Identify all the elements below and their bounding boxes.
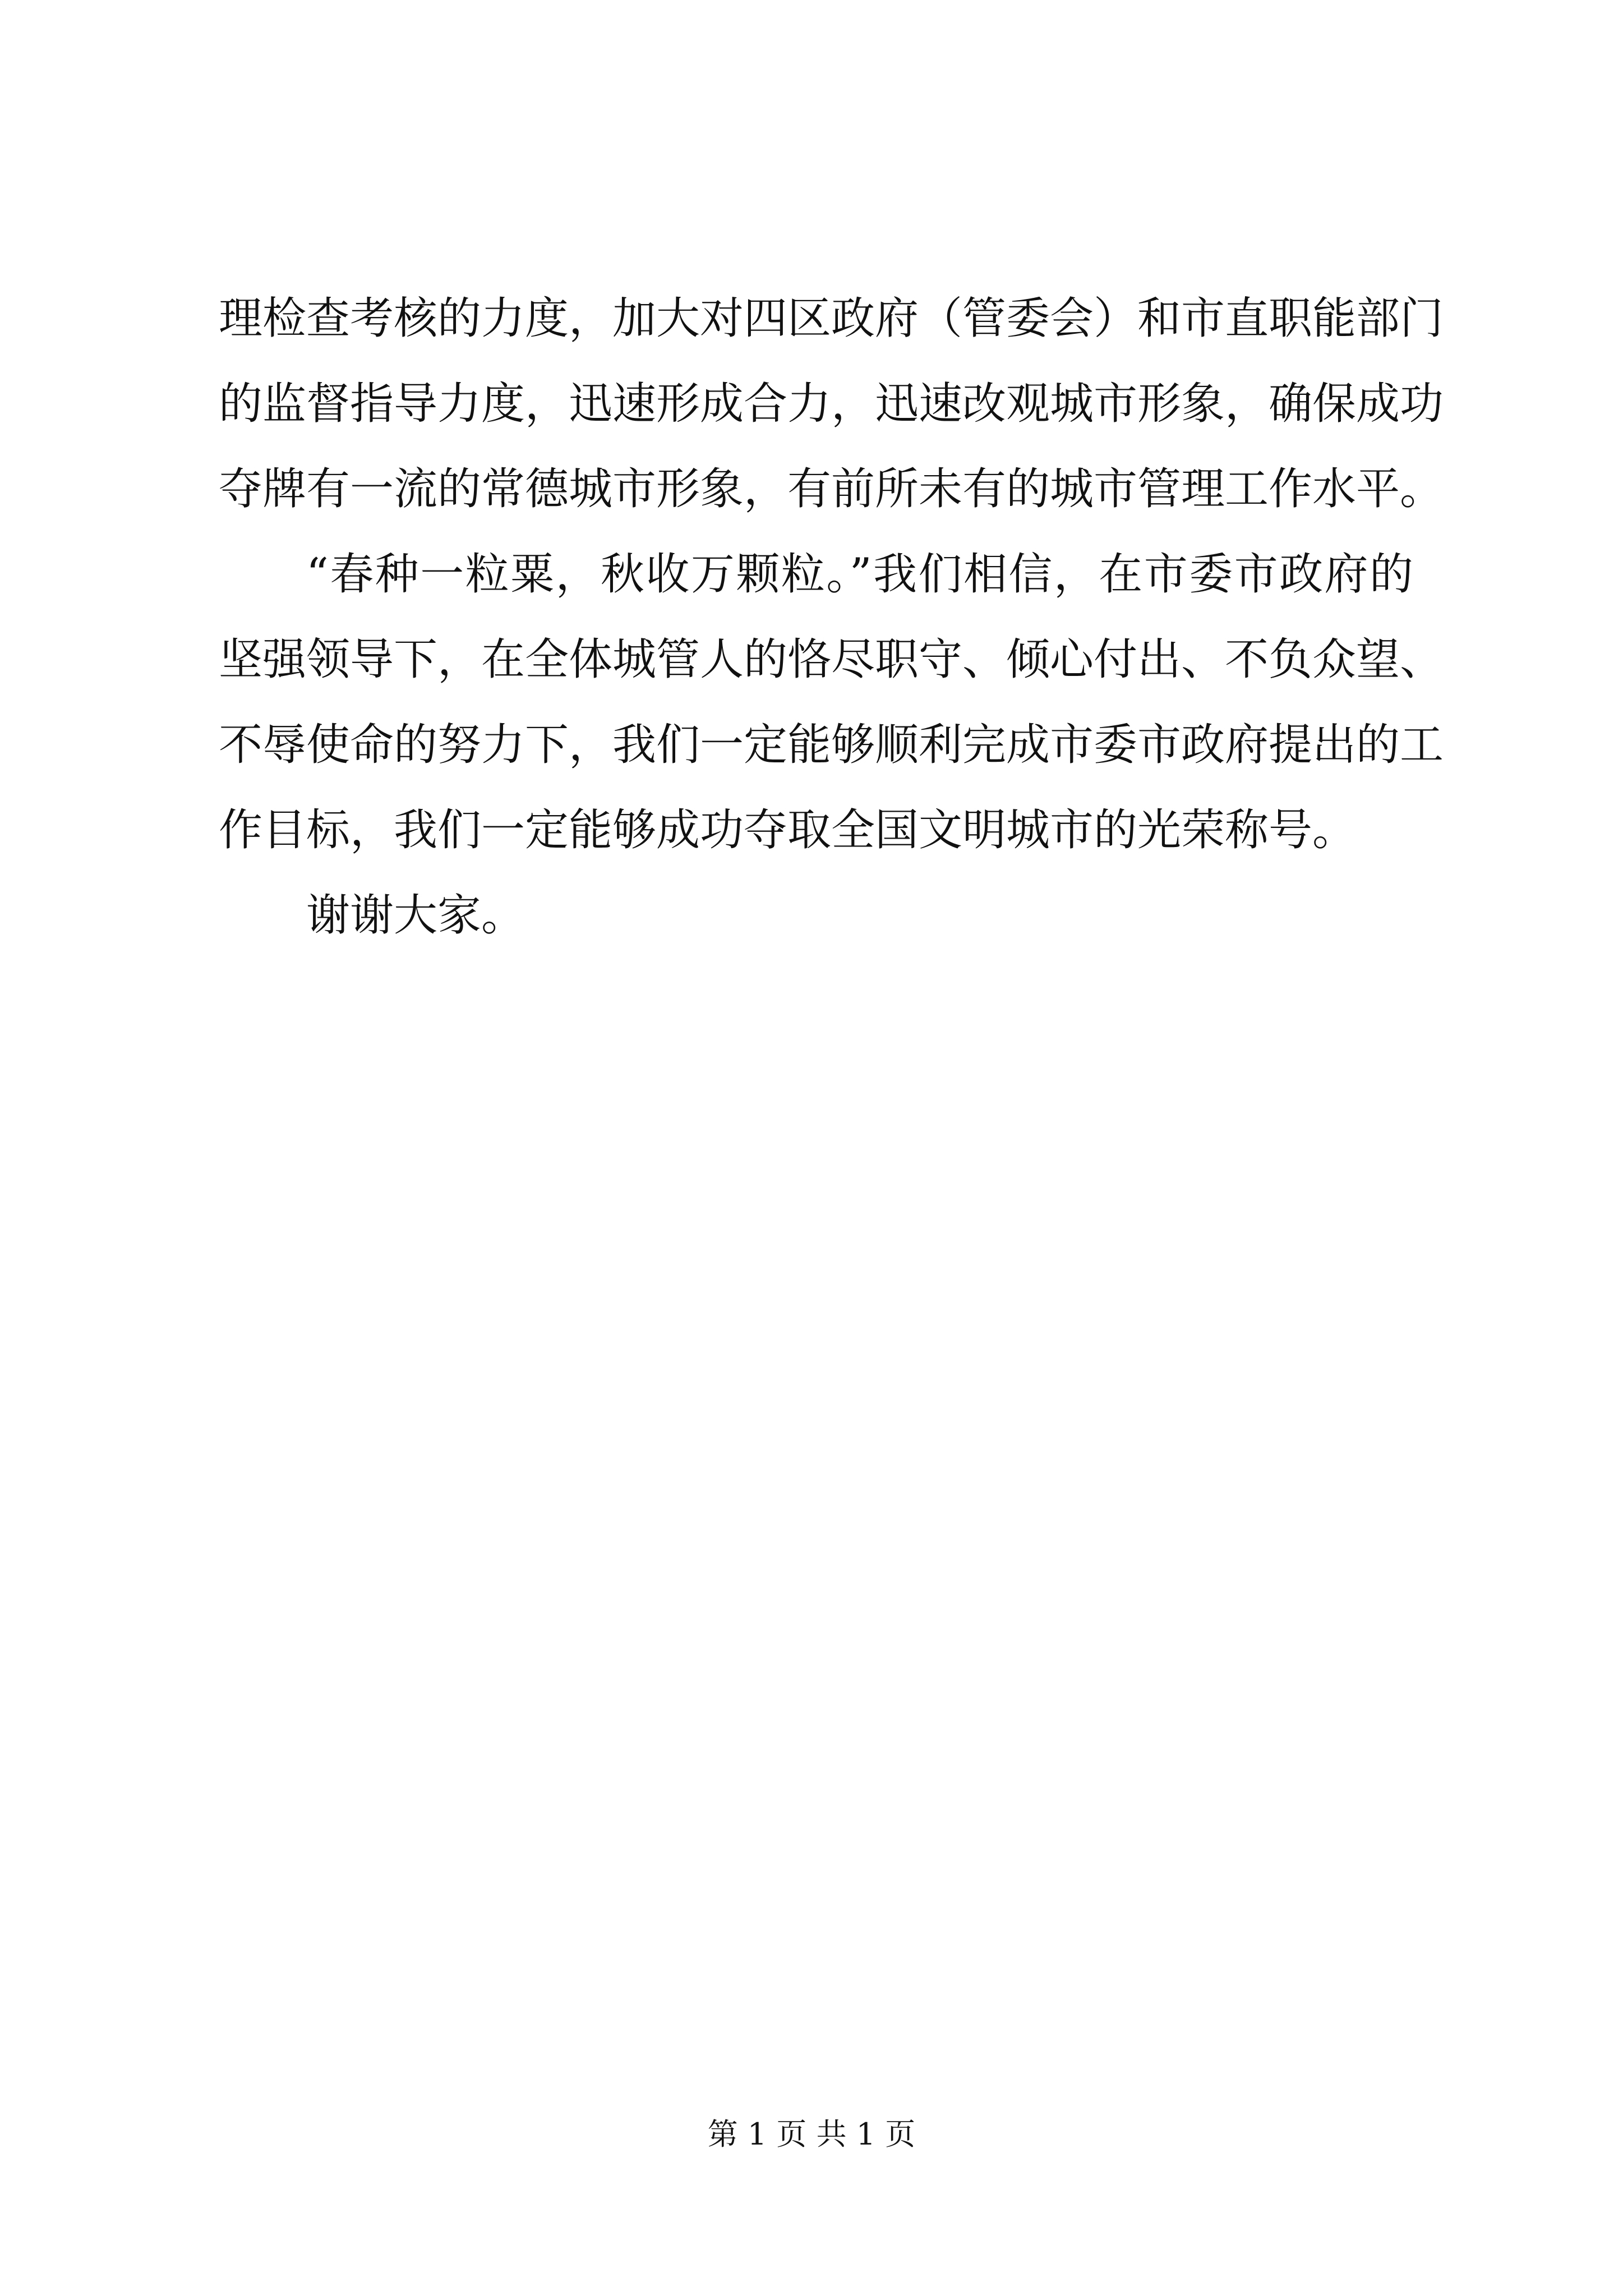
text-line: 作目标，我们一定能够成功夺取全国文明城市的光荣称号。 (219, 805, 1357, 855)
paragraph-3 (219, 889, 1413, 942)
text-line: 的监督指导力度，迅速形成合力，迅速改观城市形象，确保成功 (219, 379, 1444, 429)
text-line: 谢谢大家。 (306, 890, 525, 941)
text-line: 不辱使命的努力下，我们一定能够顺利完成市委市政府提出的工 (219, 720, 1444, 770)
paragraph-1 (219, 292, 1444, 516)
text-line: 夺牌有一流的常德城市形象，有前所未有的城市管理工作水平。 (219, 464, 1444, 514)
paragraph-2 (219, 547, 1444, 857)
text-line: 坚强领导下，在全体城管人的恪尽职守、倾心付出、不负众望、 (219, 634, 1444, 685)
text-line: “春种一粒粟，秋收万颗粒。”我们相信，在市委市政府的 (306, 549, 1413, 600)
document-body (219, 292, 1444, 974)
page-number-footer: 第 1 页 共 1 页 (707, 2116, 916, 2152)
text-line: 理检查考核的力度，加大对四区政府（管委会）和市直职能部门 (219, 293, 1444, 344)
